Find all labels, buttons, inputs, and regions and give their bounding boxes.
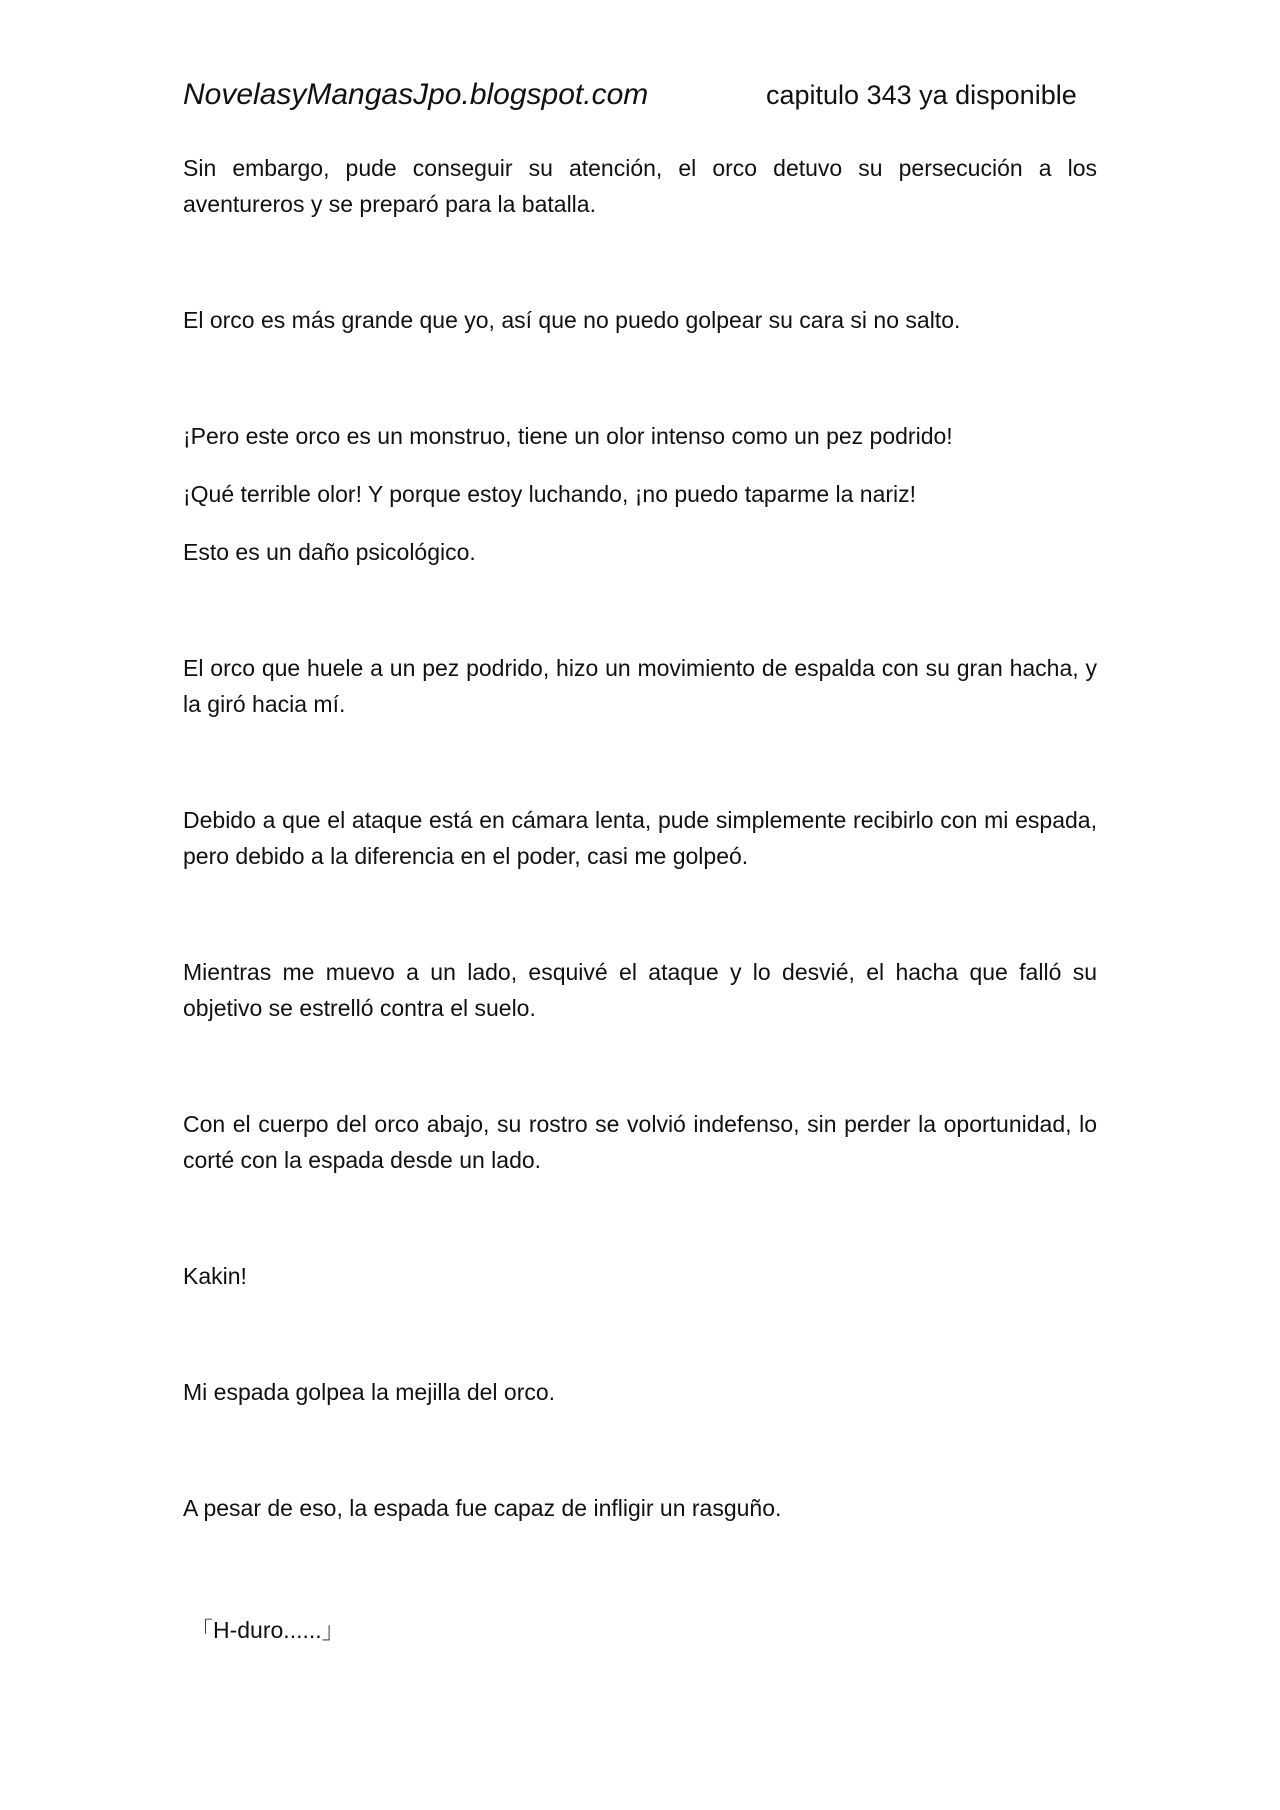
page-header [183, 78, 1093, 118]
paragraph-3: ¡Pero este orco es un monstruo, tiene un olor intenso como un pez podrido! [183, 423, 953, 449]
paragraph-1: Sin embargo, pude conseguir su atención, el orco detuvo su persecución a los aventureros y se preparó para la batalla. [183, 155, 1097, 217]
paragraph-12: A pesar de eso, la espada fue capaz de infligir un rasguño. [183, 1495, 782, 1521]
site-name: NovelasyMangasJpo.blogspot.com [183, 78, 649, 111]
paragraph-11: Mi espada golpea la mejilla del orco. [183, 1379, 556, 1405]
paragraph-2: El orco es más grande que yo, así que no puedo golpear su cara si no salto. [183, 307, 961, 333]
paragraph-6: El orco que huele a un pez podrido, hizo un movimiento de espalda con su gran hacha, y la giró hacia mí. [183, 655, 1097, 717]
dialogue-line: 「H-duro......」 [190, 1617, 345, 1643]
paragraph-4: ¡Qué terrible olor! Y porque estoy luchando, ¡no puedo taparme la nariz! [183, 481, 917, 507]
paragraph-5: Esto es un daño psicológico. [183, 539, 476, 565]
paragraph-7: Debido a que el ataque está en cámara lenta, pude simplemente recibirlo con mi espada, pero debido a la diferencia en el poder, casi me golpeó. [183, 807, 1097, 869]
paragraph-9: Con el cuerpo del orco abajo, su rostro se volvió indefenso, sin perder la oportunidad, lo corté con la espada desde un lado. [183, 1111, 1097, 1173]
paragraph-10: Kakin! [183, 1263, 247, 1289]
chapter-notice: capitulo 343 ya disponible [766, 80, 1077, 110]
paragraph-8: Mientras me muevo a un lado, esquivé el ataque y lo desvié, el hacha que falló su objetivo se estrelló contra el suelo. [183, 959, 1097, 1021]
